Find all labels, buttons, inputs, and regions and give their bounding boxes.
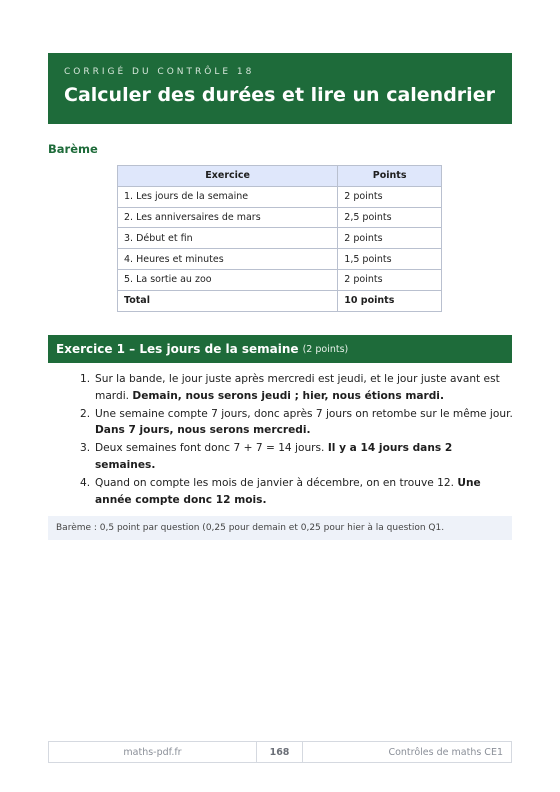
page-number: 168	[257, 742, 303, 762]
table-row	[118, 186, 442, 207]
grading-note: Barème : 0,5 point par question (0,25 pour demain et 0,25 pour hier à la question Q1.	[48, 516, 512, 540]
points-cell: 2,5 points	[338, 207, 442, 228]
table-row	[118, 207, 442, 228]
answer-text: Quand on compte les mois de janvier à décembre, on en trouve 12.	[95, 476, 454, 489]
exercice-cell: 1. Les jours de la semaine	[118, 186, 338, 207]
answer-conclusion: Il y a 14 jours dans 2 semaines.	[95, 442, 453, 471]
points-cell: 1,5 points	[338, 249, 442, 270]
total-label-cell: Total	[118, 290, 338, 311]
exercice-cell: 4. Heures et minutes	[118, 249, 338, 270]
answer-conclusion: Demain, nous serons jeudi ; hier, nous étions mardi.	[132, 389, 444, 402]
table-row	[118, 269, 442, 290]
points-cell: 2 points	[338, 269, 442, 290]
table-row	[118, 249, 442, 270]
answer-text: Sur la bande, le jour juste après mercredi est jeudi, et le jour juste avant est mardi.	[95, 373, 500, 402]
exercice-cell: 2. Les anniversaires de mars	[118, 207, 338, 228]
exercice-cell: 5. La sortie au zoo	[118, 269, 338, 290]
exercise-1-points: (2 points)	[302, 343, 349, 355]
list-item	[80, 406, 516, 440]
table-total-row	[118, 290, 442, 311]
answer-list	[80, 371, 516, 509]
exercise-1-header	[48, 335, 512, 363]
page-footer	[48, 741, 512, 763]
item-number: 4.	[80, 476, 91, 489]
column-header-exercice: Exercice	[118, 166, 338, 187]
table-header-row	[118, 166, 442, 187]
answer-conclusion: Une année compte donc 12 mois.	[95, 476, 481, 506]
bareme-table	[117, 165, 442, 312]
footer-collection: Contrôles de maths CE1	[388, 746, 503, 758]
list-item	[80, 475, 516, 509]
table-row	[118, 228, 442, 249]
item-number: 3.	[80, 442, 91, 455]
exercise-1-title: Exercice 1 – Les jours de la semaine	[56, 342, 299, 356]
list-item	[80, 440, 516, 474]
answer-conclusion: Dans 7 jours, nous serons mercredi.	[95, 424, 311, 437]
exercice-cell: 3. Début et fin	[118, 228, 338, 249]
answer-text: Une semaine compte 7 jours, donc après 7 jours on retombe sur le même jour.	[95, 407, 513, 420]
bareme-heading: Barème	[48, 142, 98, 156]
column-header-points: Points	[338, 166, 442, 187]
points-cell: 2 points	[338, 228, 442, 249]
answer-text: Deux semaines font donc 7 + 7 = 14 jours.	[95, 442, 325, 455]
footer-site: maths-pdf.fr	[49, 742, 257, 762]
total-points-cell: 10 points	[338, 290, 442, 311]
points-cell: 2 points	[338, 186, 442, 207]
list-item	[80, 371, 516, 405]
header-kicker: CORRIGÉ DU CONTRÔLE 18	[64, 67, 255, 77]
item-number: 1.	[80, 373, 91, 385]
page-title: Calculer des durées et lire un calendrier	[64, 84, 495, 106]
page-header	[48, 53, 512, 124]
item-number: 2.	[80, 407, 91, 420]
